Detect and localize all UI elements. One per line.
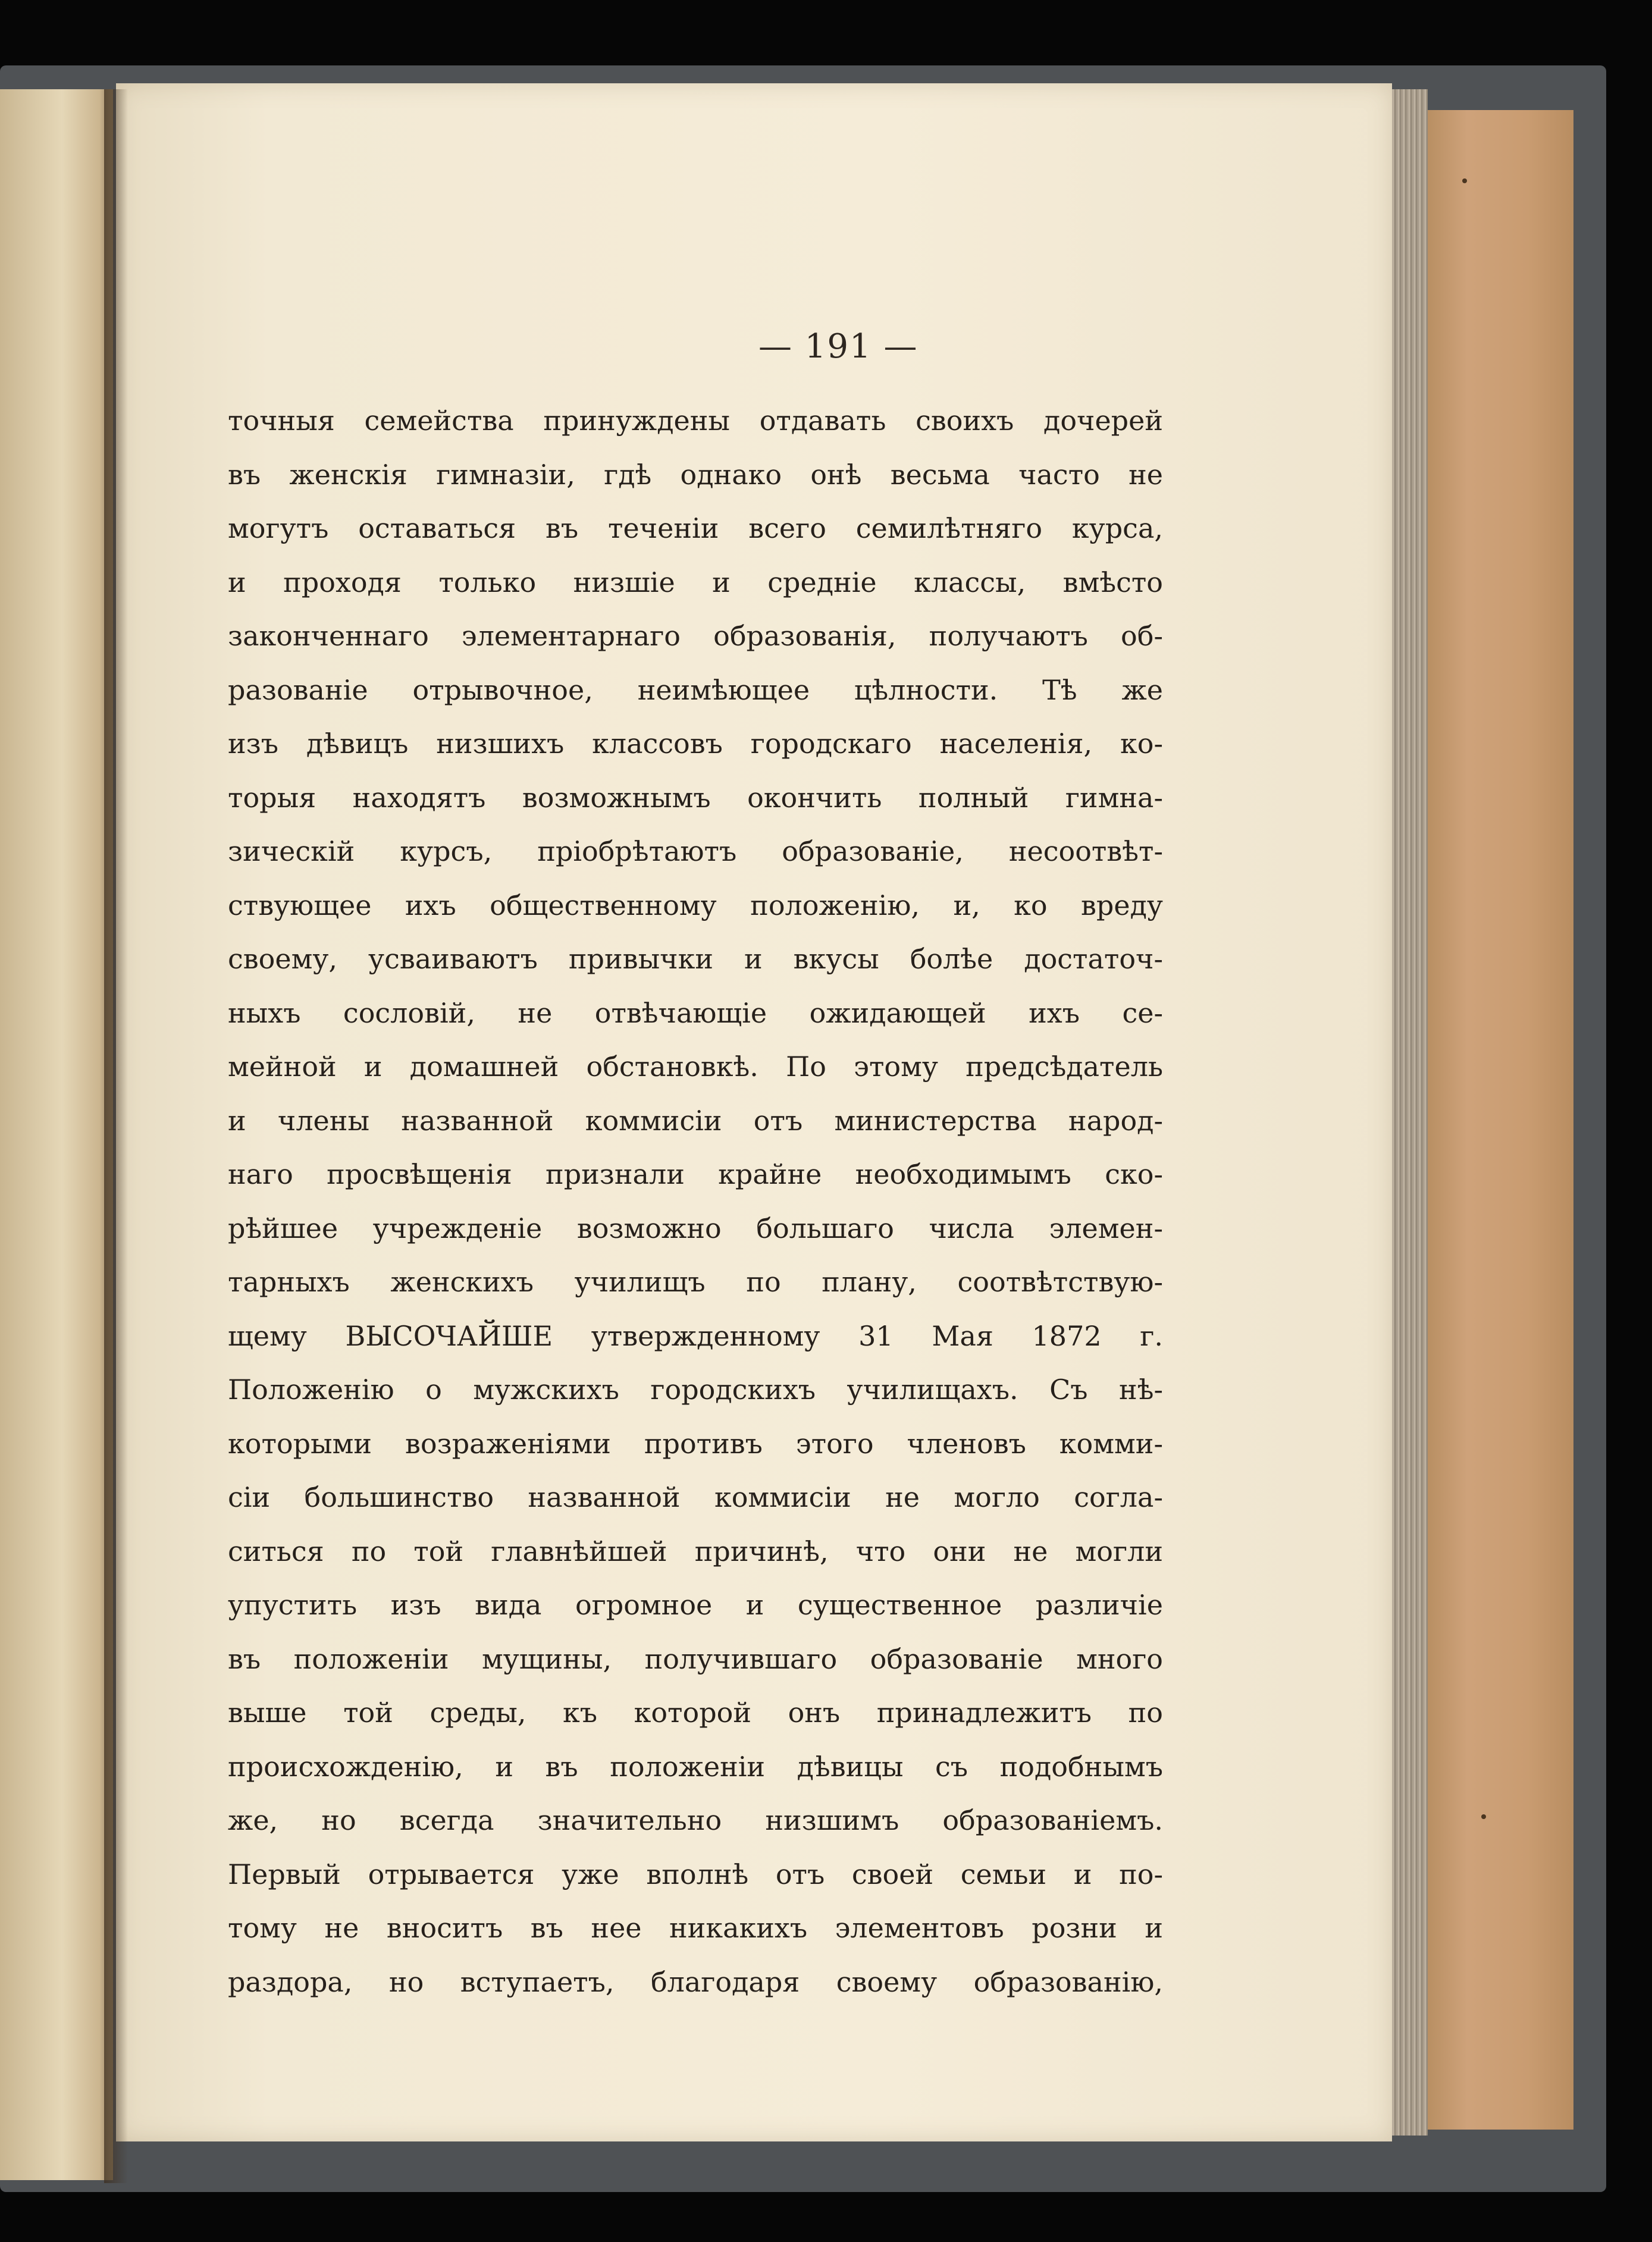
text-line: сіи большинство названной коммисіи не могло согла- — [228, 1481, 1163, 1513]
text-line: законченнаго элементарнаго образованія, получаютъ об- — [228, 620, 1163, 652]
text-line: ныхъ сословій, не отвѣчающіе ожидающей ихъ се- — [228, 996, 1163, 1029]
text-line: рѣйшее учрежденіе возможно большаго числа элемен- — [228, 1212, 1163, 1244]
text-block-edges — [1386, 89, 1428, 2136]
text-line: наго просвѣщенія признали крайне необходимымъ ско- — [228, 1158, 1163, 1190]
text-line: мейной и домашней обстановкѣ. По этому предсѣдатель — [228, 1051, 1163, 1083]
text-line: Первый отрывается уже вполнѣ отъ своей семьи и по- — [228, 1858, 1163, 1890]
text-line: ствующее ихъ общественному положенію, и, ко вреду — [228, 889, 1163, 921]
text-line: Положенію о мужскихъ городскихъ училищахъ. Съ нѣ- — [228, 1374, 1163, 1406]
text-line: ситься по той главнѣйшей причинѣ, что они не могли — [228, 1535, 1163, 1567]
text-line: изъ дѣвицъ низшихъ классовъ городскаго населенія, ко- — [228, 728, 1163, 760]
text-line: могутъ оставаться въ теченіи всего семилѣтняго курса, — [228, 512, 1163, 544]
text-line: и проходя только низшіе и среднiе классы, вмѣсто — [228, 566, 1163, 598]
text-line: тому не вноситъ въ нее никакихъ элементовъ розни и — [228, 1912, 1163, 1944]
text-line: и члены названной коммисіи отъ министерства народ- — [228, 1104, 1163, 1137]
text-line: точныя семейства принуждены отдавать своихъ дочерей — [228, 404, 1163, 437]
text-line: зическій курсъ, пріобрѣтаютъ образованіе, несоотвѣт- — [228, 835, 1163, 867]
text-line: торыя находятъ возможнымъ окончить полный гимна- — [228, 781, 1163, 814]
text-line: тарныхъ женскихъ училищъ по плану, соотвѣтствую- — [228, 1266, 1163, 1298]
previous-page-edge — [0, 89, 113, 2180]
page-number: — 191 — — [758, 327, 919, 366]
text-line: разованіе отрывочное, неимѣющее цѣлности. Тѣ же — [228, 673, 1163, 706]
gutter-shadow — [104, 89, 128, 2183]
text-line: происхожденію, и въ положеніи дѣвицы съ подобнымъ — [228, 1750, 1163, 1783]
endpaper-speck — [1462, 178, 1467, 183]
text-line: щему ВЫСОЧАЙШЕ утвержденному 31 Мая 1872 г. — [228, 1319, 1163, 1352]
endpaper — [1422, 110, 1573, 2130]
text-line: въ женскія гимназіи, гдѣ однако онѣ весьма часто не — [228, 458, 1163, 491]
text-line: въ положеніи мущины, получившаго образованіе много — [228, 1642, 1163, 1675]
text-line: раздора, но вступаетъ, благодаря своему образованію, — [228, 1965, 1163, 1998]
page-text — [228, 394, 1163, 2009]
text-line: выше той среды, къ которой онъ принадлежитъ по — [228, 1697, 1163, 1729]
text-line: своему, усваиваютъ привычки и вкусы болѣе достаточ- — [228, 943, 1163, 975]
endpaper-speck — [1481, 1814, 1486, 1819]
text-line: упустить изъ вида огромное и существенное различіе — [228, 1589, 1163, 1621]
text-line: которыми возраженіями противъ этого членовъ комми- — [228, 1427, 1163, 1460]
book-page — [116, 83, 1392, 2141]
text-line: же, но всегда значительно низшимъ образованіемъ. — [228, 1804, 1163, 1836]
